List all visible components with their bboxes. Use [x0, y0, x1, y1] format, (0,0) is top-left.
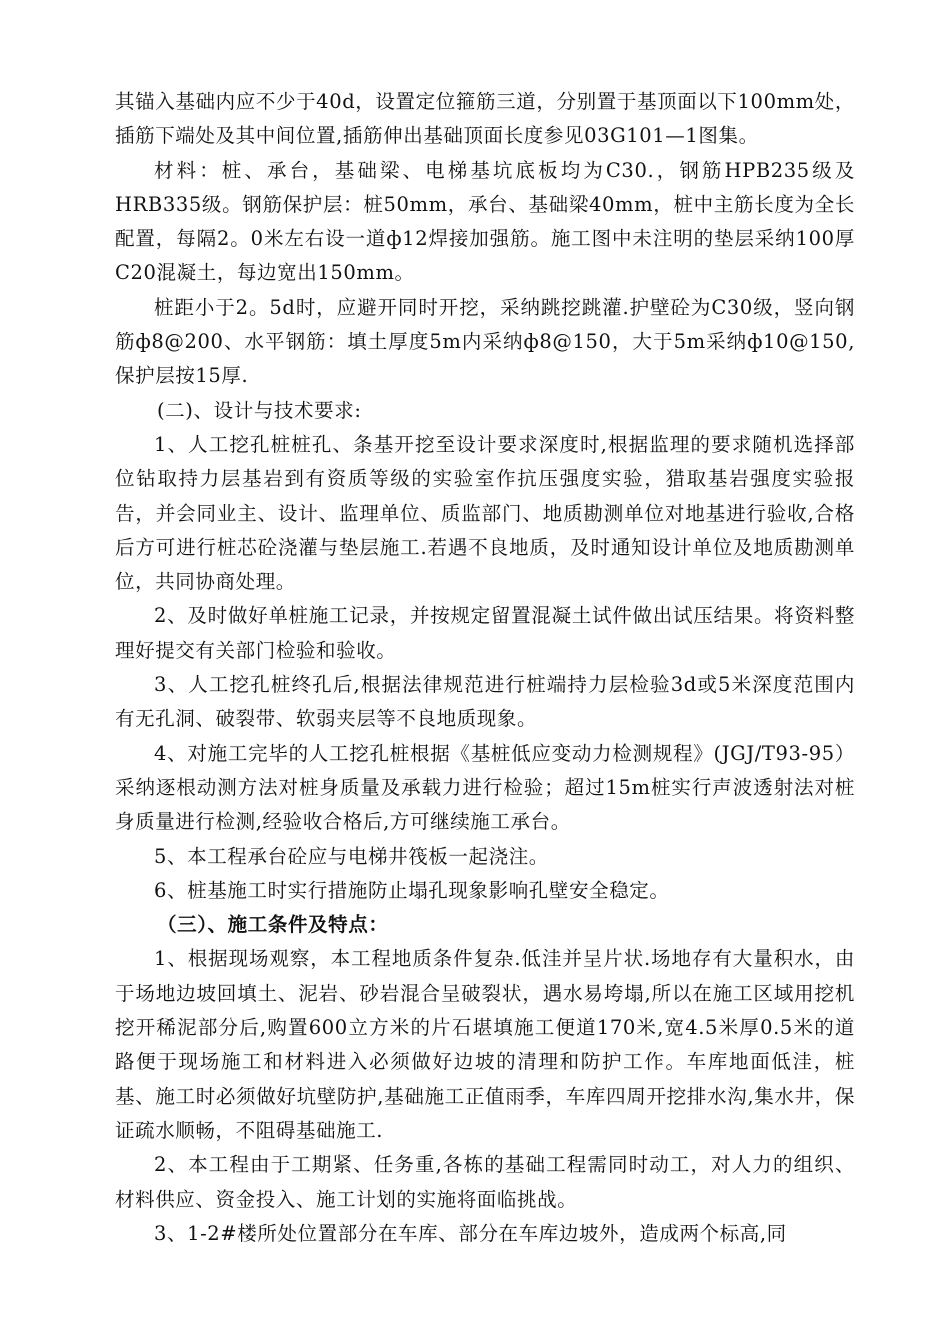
paragraph-2: 材料：桩、承台，基础梁、电梯基坑底板均为C30.，钢筋HPB235级及HRB335级。钢筋保护层：桩50mm，承台、基础梁40mm，桩中主筋长度为全长配置，每隔2。0米左右设一道ф12焊接加强筋。施工图中未注明的垫层采纳100厚C20混凝土，每边宽出150mm。 — [115, 158, 855, 285]
paragraph-10: 1、根据现场观察，本工程地质条件复杂.低洼并呈片状.场地存有大量积水，由于场地边坡回填土、泥岩、砂岩混合呈破裂状，遇水易垮塌,所以在施工区域用挖机挖开稀泥部分后,购置600立方米的片石堪填施工便道170米,宽4.5米厚0.5米的道路便于现场施工和材料进入必须做好边坡的清理和防护工作。车库地面低洼，桩基、施工时必须做好坑壁防护,基础施工正值雨季，车库四周开挖排水沟,集水井，保证疏水顺畅，不阻碍基础施工. — [115, 947, 855, 1142]
section-heading-2: (二)、设计与技术要求: — [157, 398, 362, 422]
paragraph-12: 3、1-2#楼所处位置部分在车库、部分在车库边坡外，造成两个标高,同 — [154, 1221, 787, 1245]
paragraph-6: 3、人工挖孔桩终孔后,根据法律规范进行桩端持力层检验3d或5米深度范围内有无孔洞、破裂带、软弱夹层等不良地质现象。 — [115, 673, 855, 731]
paragraph-4: 1、人工挖孔桩桩孔、条基开挖至设计要求深度时,根据监理的要求随机选择部位钻取持力层基岩到有资质等级的实验室作抗压强度实验，猎取基岩强度实验报告，并会同业主、设计、监理单位、质监部门、地质勘测单位对地基进行验收,合格后方可进行桩芯砼浇灌与垫层施工.若遇不良地质，及时通知设计单位及地质勘测单位，共同协商处理。 — [115, 432, 855, 594]
paragraph-1: 其锚入基础内应不少于40d，设置定位箍筋三道，分别置于基顶面以下100mm处，插筋下端处及其中间位置,插筋伸出基础顶面长度参见03G101—1图集。 — [115, 90, 855, 148]
paragraph-7: 4、对施工完毕的人工挖孔桩根据《基桩低应变动力检测规程》(JGJ/T93-95）采纳逐根动测方法对桩身质量及承载力进行检验；超过15m桩实行声波透射法对桩身质量进行检测,经验收合格后,方可继续施工承台。 — [115, 741, 855, 834]
paragraph-9: 6、桩基施工时实行措施防止塌孔现象影响孔壁安全稳定。 — [154, 878, 670, 902]
paragraph-5: 2、及时做好单桩施工记录，并按规定留置混凝土试件做出试压结果。将资料整理好提交有关部门检验和验收。 — [115, 604, 855, 662]
document-page — [115, 85, 855, 1251]
paragraph-11: 2、本工程由于工期紧、任务重,各栋的基础工程需同时动工，对人力的组织、材料供应、资金投入、施工计划的实施将面临挑战。 — [115, 1153, 855, 1211]
paragraph-8: 5、本工程承台砼应与电梯井筏板一起浇注。 — [154, 844, 549, 868]
paragraph-3: 桩距小于2。5d时，应避开同时开挖，采纳跳挖跳灌.护壁砼为C30级，竖向钢筋ф8@200、水平钢筋：填土厚度5m内采纳ф8@150，大于5m采纳ф10@150,保护层按15厚. — [115, 295, 855, 388]
section-heading-3: （三）、施工条件及特点： — [157, 913, 389, 937]
